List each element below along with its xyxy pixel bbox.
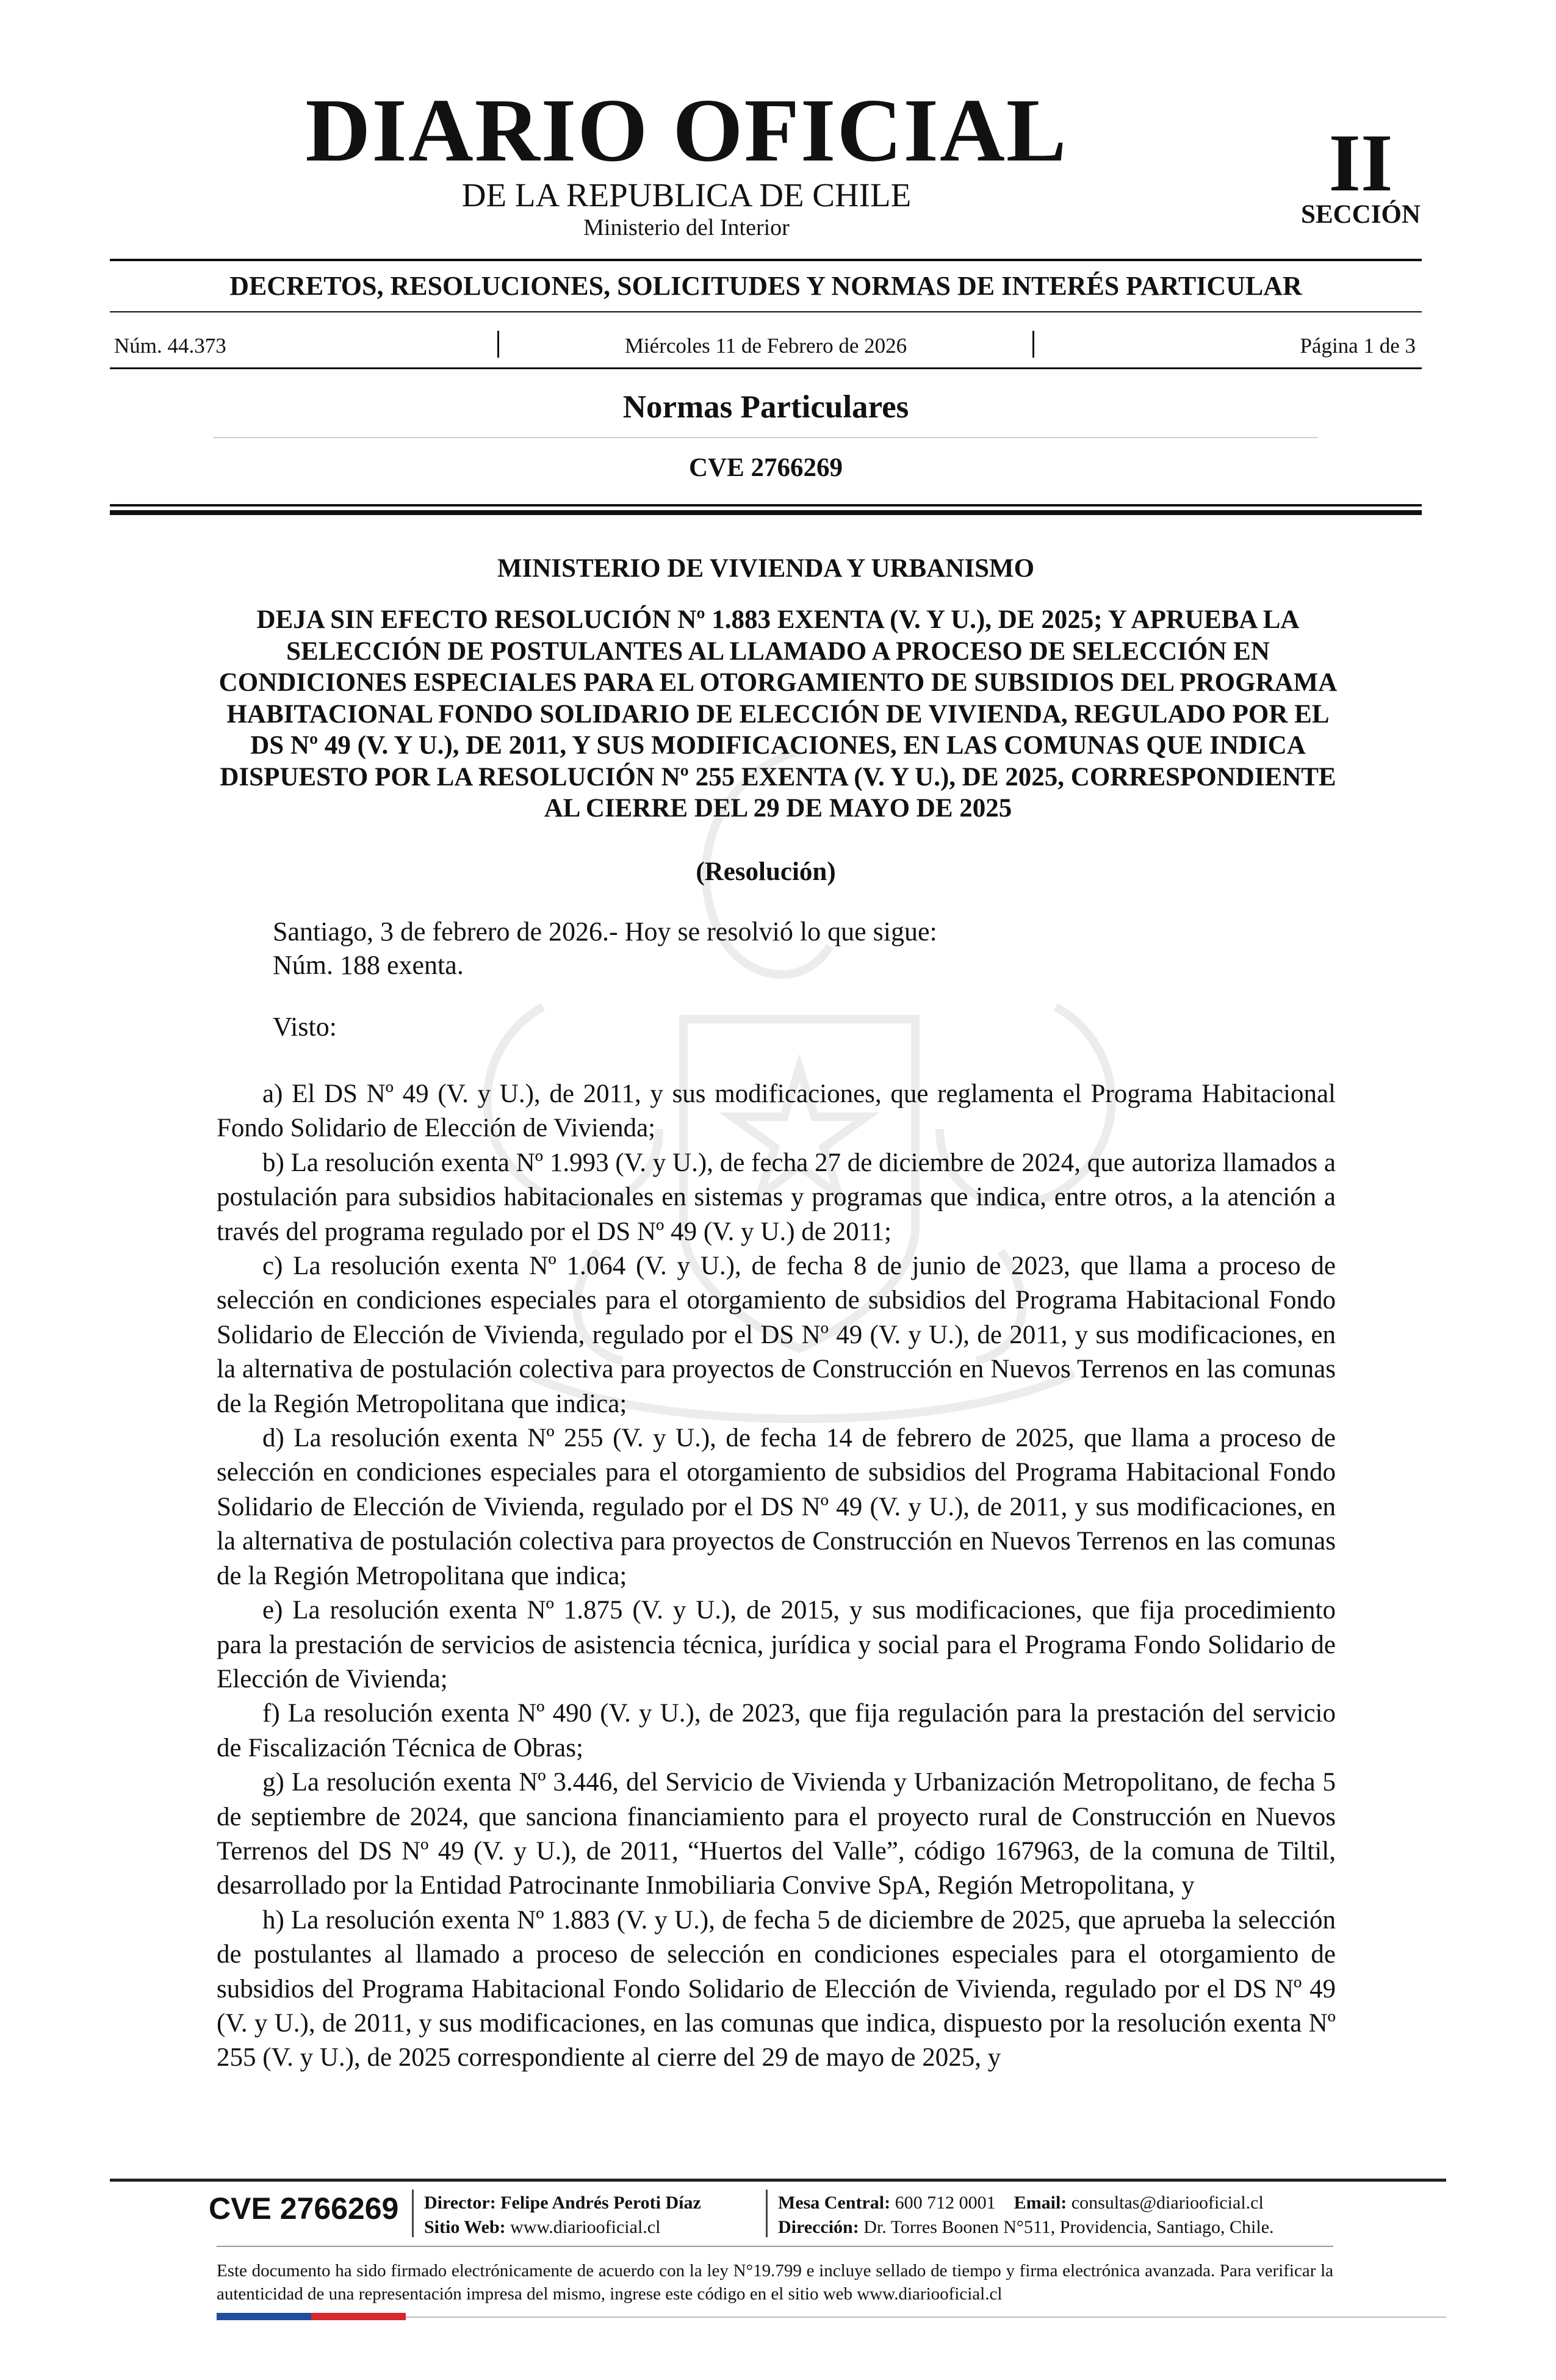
cve-code: CVE 2766269 — [688, 453, 843, 482]
footer-divider — [217, 2246, 1333, 2247]
visto-item: a) El DS Nº 49 (V. y U.), de 2011, y sus modificaciones, que reglamenta el Programa Habitacional Fondo Solidario de Elección de Vivienda; — [217, 1080, 1336, 1143]
flag-red-segment — [311, 2313, 406, 2320]
section-label: SECCIÓN — [1301, 200, 1421, 229]
info-rule — [110, 367, 1422, 369]
visto-item: e) La resolución exenta Nº 1.875 (V. y U.), de 2015, y sus modificaciones, que fija procedimiento para la prestación de servicios de asistencia técnica, jurídica y social para el Programa Fondo Solidario de Elección de Vivienda; — [217, 1596, 1336, 1693]
masthead — [0, 0, 1556, 256]
email-link[interactable]: consultas@diariooficial.cl — [1071, 2193, 1264, 2213]
flag-blue-segment — [217, 2313, 311, 2320]
issuing-organization: MINISTERIO DE VIVIENDA Y URBANISMO — [497, 554, 1035, 583]
footer-rule — [110, 2179, 1446, 2182]
phone-label: Mesa Central: — [778, 2193, 891, 2213]
document-title: DEJA SIN EFECTO RESOLUCIÓN Nº 1.883 EXENTA (V. Y U.), DE 2025; Y APRUEBA LA SELECCIÓN DE POSTULANTES AL LLAMADO A PROCESO DE SELECCIÓN EN CONDICIONES ESPECIALES PARA EL OTORGAMIENTO DE SUBSIDIOS DEL PROGRAMA HABITACIONAL FONDO SOLIDARIO DE ELECCIÓN DE VIVIENDA, REGULADO POR EL DS Nº 49 (V. Y U.), DE 2011, Y SUS MODIFICACIONES, EN LAS COMUNAS QUE INDICA DISPUESTO POR LA RESOLUCIÓN Nº 255 EXENTA (V. Y U.), DE 2025, CORRESPONDIENTE AL CIERRE DEL 29 DE MAYO DE 2025 — [218, 605, 1338, 823]
phone-number: 600 712 0001 — [895, 2193, 996, 2213]
header-double-rule-top — [110, 504, 1422, 507]
resolution-label: (Resolución) — [696, 857, 836, 886]
masthead-rule — [110, 259, 1422, 261]
visto-item: d) La resolución exenta Nº 255 (V. y U.), de fecha 14 de febrero de 2025, que llama a proceso de selección en condiciones especiales para el otorgamiento de subsidios del Programa Habitacional Fondo Solidario de Elección de Vivienda, regulado por el DS Nº 49 (V. y U.), de 2011, y sus modificaciones, en la alternativa de postulación colectiva para proyectos de Construcción en Nuevos Terrenos en las comunas de la Región Metropolitana que indica; — [217, 1424, 1336, 1590]
visto-item: f) La resolución exenta Nº 490 (V. y U.), de 2023, que fija regulación para la prestación del servicio de Fiscalización Técnica de Obras; — [217, 1699, 1336, 1762]
issue-number: Núm. 44.373 — [114, 334, 226, 358]
header-double-rule-bottom — [110, 510, 1422, 515]
category-banner: DECRETOS, RESOLUCIONES, SOLICITUDES Y NORMAS DE INTERÉS PARTICULAR — [229, 271, 1302, 301]
ministry-name: Ministerio del Interior — [583, 215, 790, 240]
footer-separator — [766, 2190, 768, 2237]
address-value: Dr. Torres Boonen N°511, Providencia, Santiago, Chile. — [863, 2217, 1274, 2237]
email-label: Email: — [1014, 2193, 1067, 2213]
website-label: Sitio Web: — [424, 2217, 506, 2237]
info-separator — [497, 331, 499, 358]
newspaper-title: DIARIO OFICIAL — [305, 81, 1068, 181]
page-indicator: Página 1 de 3 — [1300, 334, 1416, 358]
resolution-number: Núm. 188 exenta. — [273, 950, 464, 980]
section-number: II — [1328, 118, 1393, 209]
visto-list — [217, 1077, 1336, 2075]
info-separator — [1032, 331, 1034, 358]
heading-rule — [214, 437, 1318, 438]
visto-item: g) La resolución exenta Nº 3.446, del Servicio de Vivienda y Urbanización Metropolitano, de fecha 5 de septiembre de 2024, que sanciona financiamiento para el proyecto rural de Construcción en Nuevos Terrenos del DS Nº 49 (V. y U.), de 2011, “Huertos del Valle”, código 167963, de la comuna de Tiltil, desarrollado por la Entidad Patrocinante Inmobiliaria Convive SpA, Región Metropolitana, y — [217, 1768, 1336, 1900]
place-date: Santiago, 3 de febrero de 2026.- Hoy se resolvió lo que sigue: — [273, 917, 937, 947]
director-name: Felipe Andrés Peroti Díaz — [500, 2193, 701, 2213]
footer-director-block — [424, 2191, 701, 2240]
footer-cve-code: CVE 2766269 — [209, 2191, 399, 2226]
visto-item: h) La resolución exenta Nº 1.883 (V. y U.), de fecha 5 de diciembre de 2025, que aprueba la selección de postulantes al llamado a proceso de selección en condiciones especiales para el otorgamiento de subsidios del Programa Habitacional Fondo Solidario de Elección de Vivienda, regulado por el DS Nº 49 (V. y U.), de 2011, y sus modificaciones, en las comunas que indica, dispuesto por la resolución exenta Nº 255 (V. y U.), de 2025 correspondiente al cierre del 29 de mayo de 2025, y — [217, 1905, 1336, 2072]
footer-contact-block — [778, 2191, 1274, 2240]
newspaper-subtitle: DE LA REPUBLICA DE CHILE — [461, 176, 912, 214]
visto-label: Visto: — [273, 1012, 337, 1042]
visto-item: c) La resolución exenta Nº 1.064 (V. y U.), de fecha 8 de junio de 2023, que llama a proceso de selección en condiciones especiales para el otorgamiento de subsidios del Programa Habitacional Fondo Solidario de Elección de Vivienda, regulado por el DS Nº 49 (V. y U.), de 2011, y sus modificaciones, en la alternativa de postulación colectiva para proyectos de Construcción en Nuevos Terrenos en las comunas de la Región Metropolitana que indica; — [217, 1252, 1336, 1418]
chilean-flag-stripe — [217, 2313, 406, 2320]
address-label: Dirección: — [778, 2217, 859, 2237]
director-label: Director: — [424, 2193, 496, 2213]
visto-item: b) La resolución exenta Nº 1.993 (V. y U.), de fecha 27 de diciembre de 2024, que autoriza llamados a postulación para subsidios habitacionales en sistemas y programas que indica, entre otros, a la atención a través del programa regulado por el DS Nº 49 (V. y U.) de 2011; — [217, 1148, 1336, 1246]
banner-rule — [110, 311, 1422, 312]
section-heading: Normas Particulares — [622, 389, 909, 425]
footer-legal-notice: Este documento ha sido firmado electrónicamente de acuerdo con la ley N°19.799 e incluye sellado de tiempo y firma electrónica avanzada. Para verificar la autenticidad de una representación impresa del mismo, ingrese este código en el sitio web www.diariooficial.cl — [217, 2261, 1333, 2304]
issue-date: Miércoles 11 de Febrero de 2026 — [624, 334, 907, 358]
footer-separator — [412, 2190, 414, 2237]
website-link[interactable]: www.diariooficial.cl — [510, 2217, 661, 2237]
